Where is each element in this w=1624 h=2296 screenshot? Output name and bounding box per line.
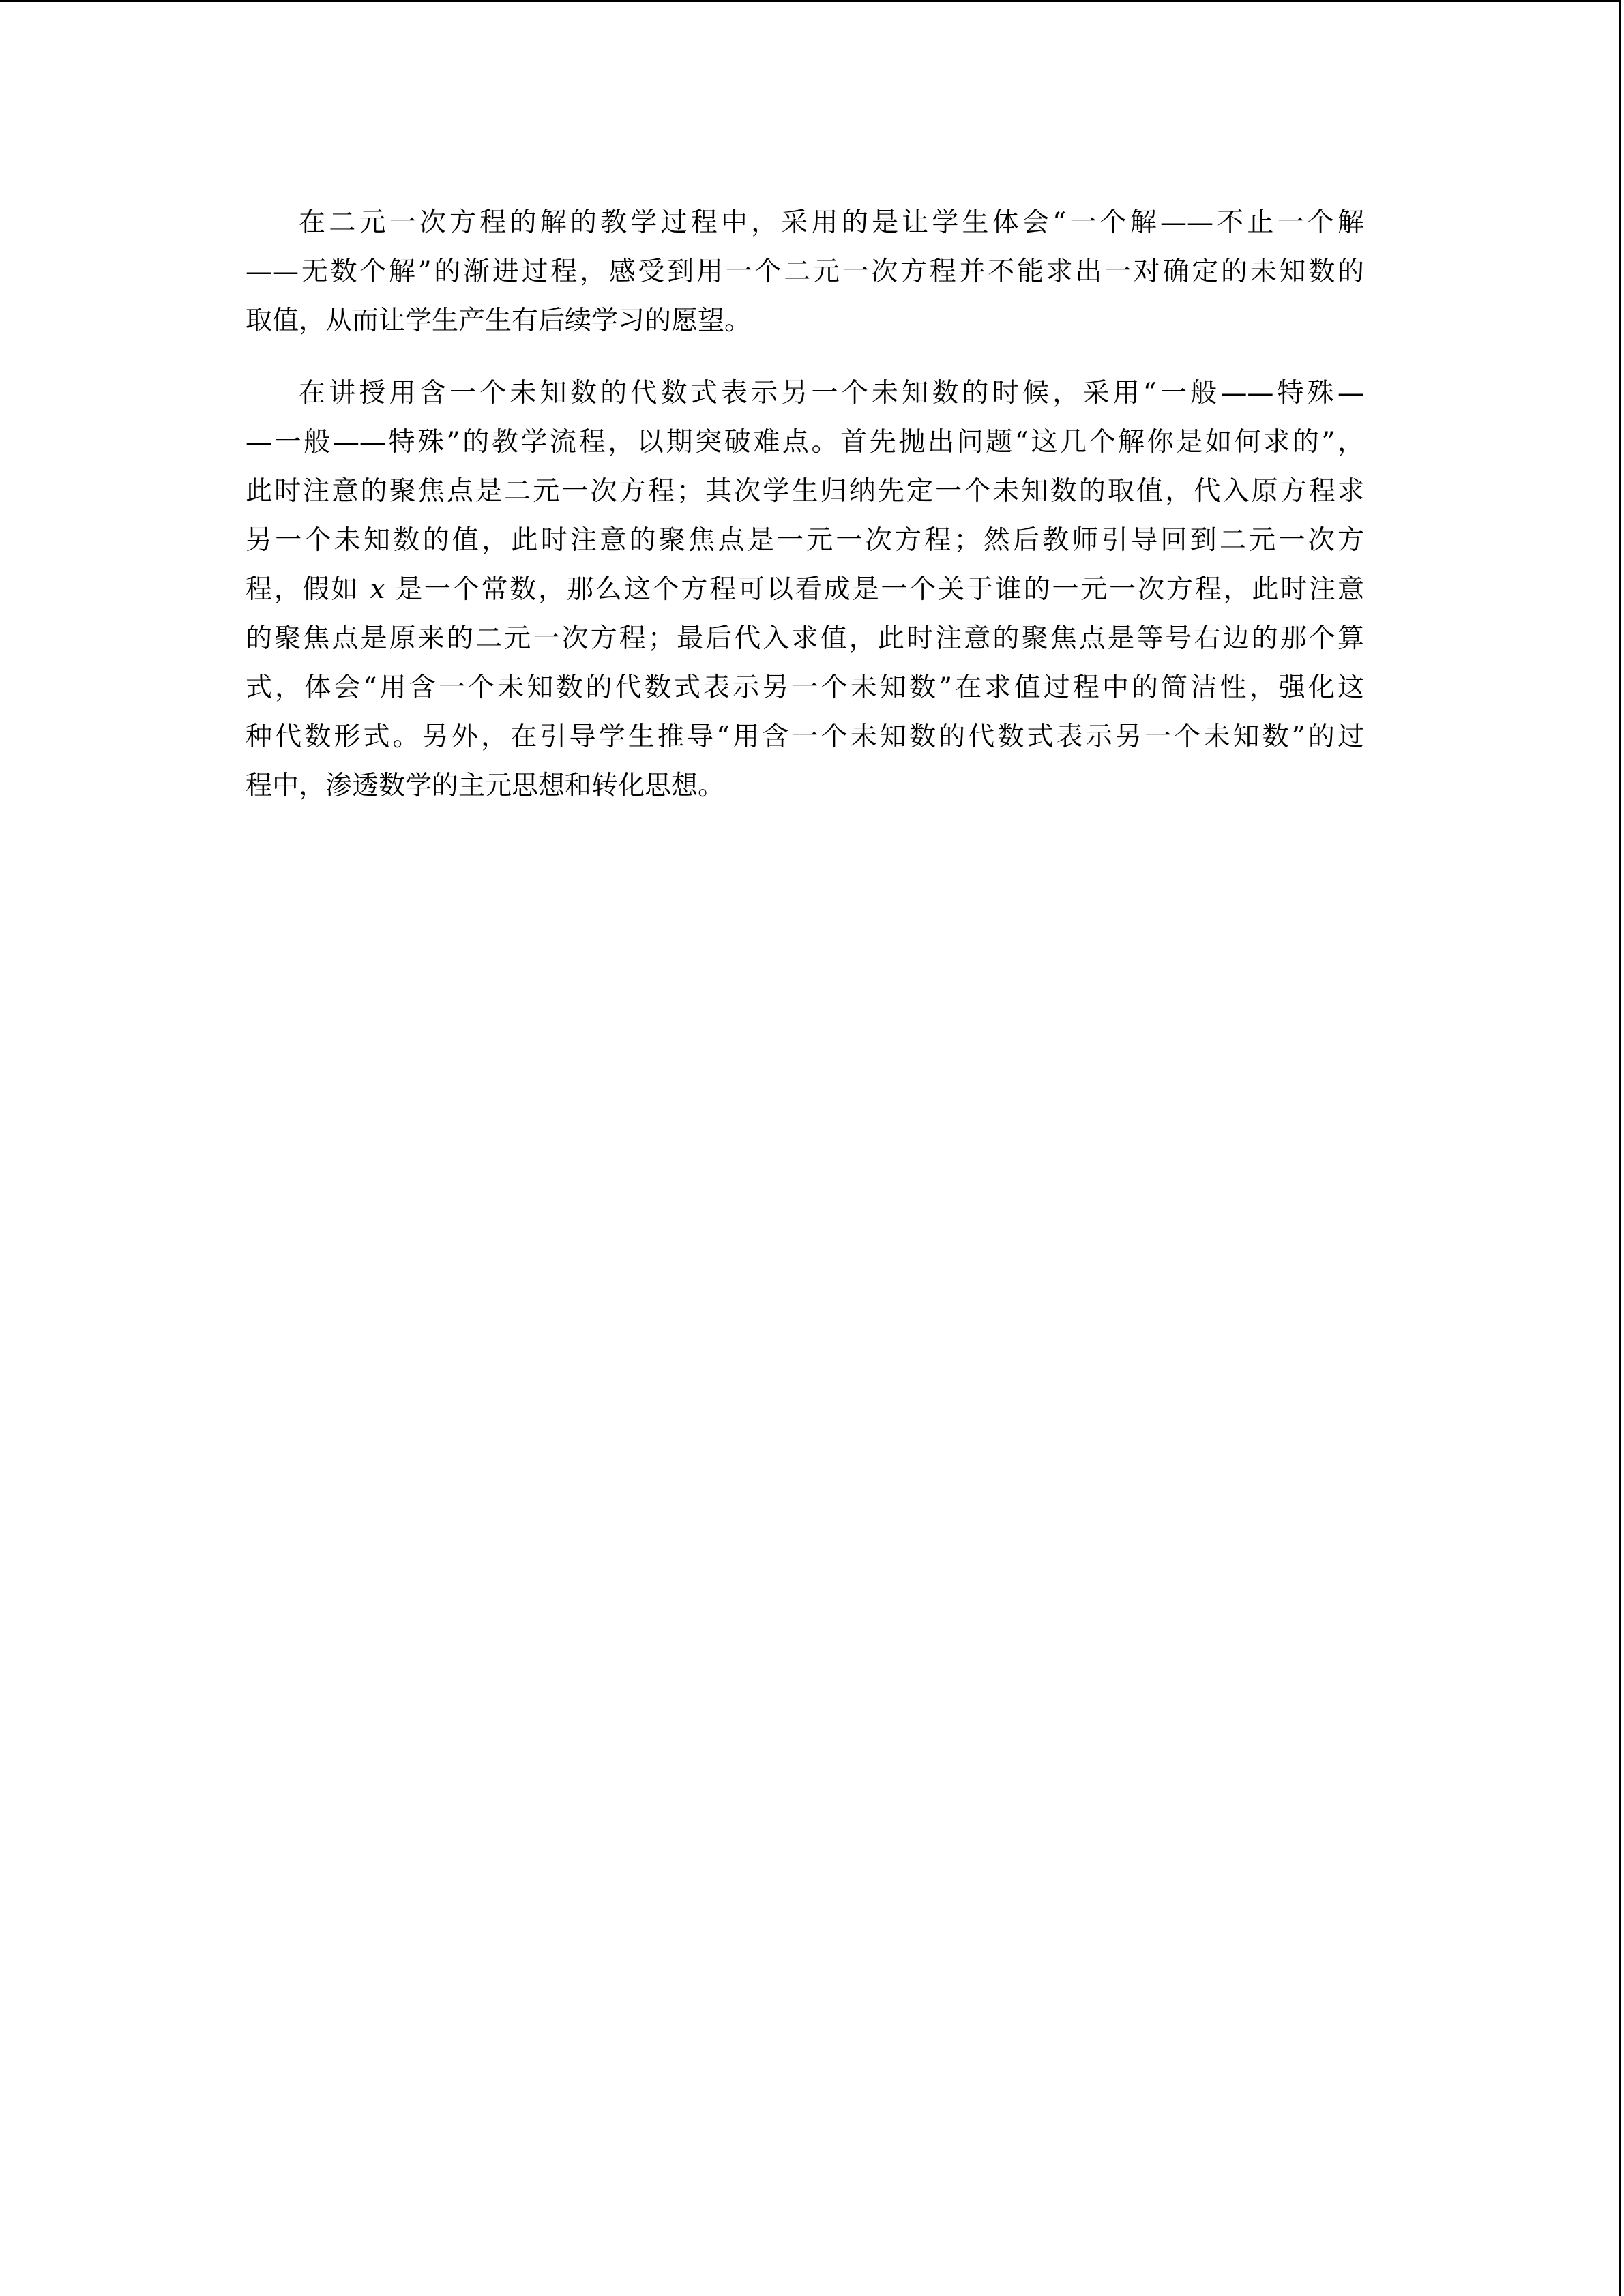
paragraph-2-line-5-start: 程，假如 bbox=[246, 574, 360, 605]
paragraph-2-line-5 bbox=[246, 565, 1364, 614]
paragraph-2-line-4: 另一个未知数的值，此时注意的聚焦点是一元一次方程；然后教师引导回到二元一次方 bbox=[246, 525, 1364, 556]
paragraph-2-line-5-end: 是一个常数，那么这个方程可以看成是一个关于谁的一元一次方程，此时注意 bbox=[395, 574, 1364, 605]
document-body bbox=[246, 198, 1364, 811]
paragraph-1-line-2: ——无数个解”的渐进过程，感受到用一个二元一次方程并不能求出一对确定的未知数的 bbox=[246, 256, 1364, 287]
paragraph-2-line-3: 此时注意的聚焦点是二元一次方程；其次学生归纳先定一个未知数的取值，代入原方程求 bbox=[246, 476, 1364, 507]
paragraph-2-line-9: 程中，渗透数学的主元思想和转化思想。 bbox=[246, 771, 725, 801]
paragraph-2 bbox=[246, 369, 1364, 811]
paragraph-2-line-8: 种代数形式。另外，在引导学生推导“用含一个未知数的代数式表示另一个未知数”的过 bbox=[246, 721, 1364, 752]
paragraph-2-line-2: —一般——特殊”的教学流程，以期突破难点。首先抛出问题“这几个解你是如何求的”， bbox=[246, 427, 1364, 458]
paragraph-1-line-1: 在二元一次方程的解的教学过程中，采用的是让学生体会“一个解——不止一个解 bbox=[299, 207, 1364, 238]
variable-x: x bbox=[370, 574, 385, 605]
paragraph-1 bbox=[246, 198, 1364, 346]
paragraph-2-line-7: 式，体会“用含一个未知数的代数式表示另一个未知数”在求值过程中的简洁性，强化这 bbox=[246, 672, 1364, 703]
paragraph-1-line-3: 取值，从而让学生产生有后续学习的愿望。 bbox=[246, 305, 752, 336]
paragraph-2-line-6: 的聚焦点是原来的二元一次方程；最后代入求值，此时注意的聚焦点是等号右边的那个算 bbox=[246, 623, 1364, 654]
paragraph-2-line-1: 在讲授用含一个未知数的代数式表示另一个未知数的时候，采用“一般——特殊— bbox=[299, 378, 1364, 408]
